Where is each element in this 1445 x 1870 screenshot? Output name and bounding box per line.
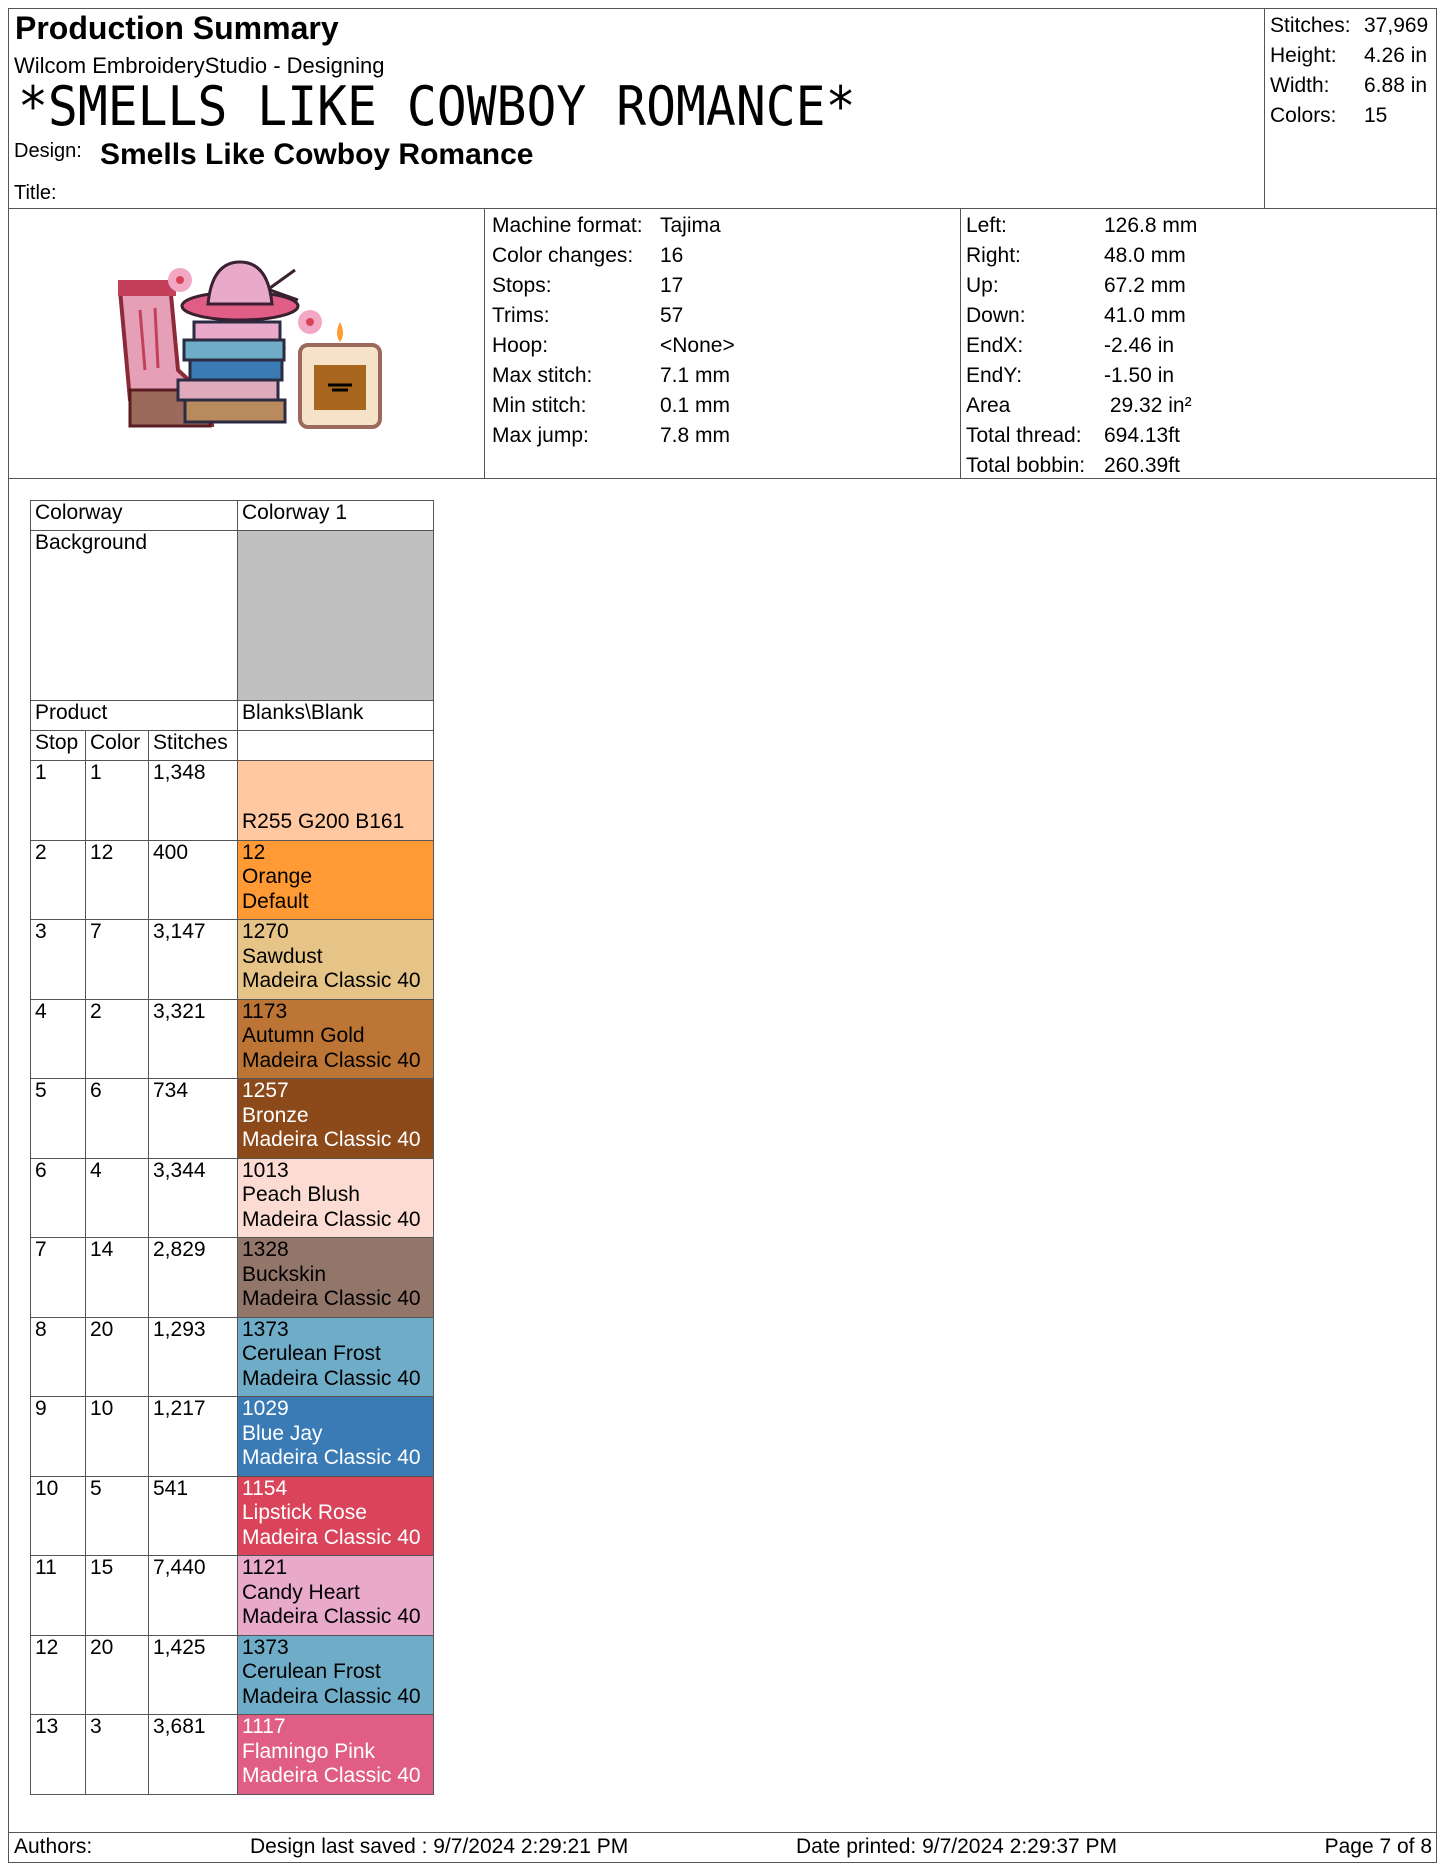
- thread-swatch: [238, 761, 434, 841]
- thread-stitches: 1,217: [149, 1397, 238, 1477]
- thread-swatch: [238, 920, 434, 1000]
- summary-label: Height:: [1270, 44, 1337, 67]
- thread-stitches: 7,440: [149, 1556, 238, 1636]
- thread-color: 1: [86, 761, 149, 841]
- background-row: [31, 531, 434, 701]
- machine-info-row: [492, 391, 735, 421]
- thread-row: [31, 1079, 434, 1159]
- thread-row: [31, 999, 434, 1079]
- thread-code: 1373: [242, 1317, 289, 1341]
- footer-printed: Date printed: 9/7/2024 2:29:37 PM: [796, 1835, 1118, 1858]
- thread-code: 1173: [242, 999, 288, 1023]
- thread-name: Lipstick Rose: [242, 1501, 367, 1524]
- thread-code: [242, 761, 433, 786]
- summary-row: [1270, 101, 1428, 131]
- thread-stop: 6: [31, 1158, 86, 1238]
- thread-stitches: 3,147: [149, 920, 238, 1000]
- thread-stop: 2: [31, 840, 86, 920]
- thread-stitches: 400: [149, 840, 238, 920]
- summary-label: Width:: [1270, 74, 1330, 97]
- thread-swatch: [238, 1476, 434, 1556]
- machine-info-row: [492, 421, 735, 451]
- design-banner: *SMELLS LIKE COWBOY ROMANCE*: [18, 75, 856, 138]
- machine-info-label: Machine format:: [492, 214, 643, 237]
- footer-divider: [8, 1832, 1437, 1833]
- machine-info-label: Stops:: [492, 274, 552, 297]
- dimension-label: EndY:: [966, 364, 1023, 387]
- thread-row: [31, 1635, 434, 1715]
- page-title: Production Summary: [15, 10, 339, 46]
- colorway-label: Colorway: [31, 501, 238, 531]
- thread-row: [31, 1317, 434, 1397]
- thread-name: Cerulean Frost: [242, 1342, 381, 1365]
- product-value: Blanks\Blank: [238, 701, 434, 731]
- thread-swatch: [238, 1079, 434, 1159]
- thread-stitches: 1,425: [149, 1635, 238, 1715]
- dimension-row: [966, 331, 1197, 361]
- thread-stop: 10: [31, 1476, 86, 1556]
- machine-info-row: [492, 361, 735, 391]
- thread-name: Bronze: [242, 1103, 309, 1127]
- thread-stop: 8: [31, 1317, 86, 1397]
- thread-name: Flamingo Pink: [242, 1739, 376, 1763]
- thread-brand: Madeira Classic 40: [242, 1446, 421, 1469]
- thread-stitches: 734: [149, 1079, 238, 1159]
- machine-info-value: Tajima: [660, 214, 721, 237]
- thread-row: [31, 920, 434, 1000]
- thread-brand: Madeira Classic 40: [242, 969, 421, 992]
- machine-info-label: Hoop:: [492, 334, 549, 357]
- background-swatch: [238, 531, 434, 701]
- dimension-row: [966, 241, 1197, 271]
- thread-code: 1013: [242, 1158, 289, 1182]
- colorway-header-row: [31, 501, 434, 531]
- thread-color: 12: [86, 840, 149, 920]
- thread-brand: Madeira Classic 40: [242, 1605, 421, 1628]
- dimension-row: [966, 421, 1197, 451]
- thread-code: 1121: [242, 1556, 288, 1579]
- thread-stop: 5: [31, 1079, 86, 1159]
- dimension-value: 260.39ft: [1104, 454, 1180, 477]
- machine-info-row: [492, 331, 735, 361]
- thread-stop: 9: [31, 1397, 86, 1477]
- preview-divider: [484, 208, 485, 478]
- thread-code: 1328: [242, 1238, 289, 1261]
- thread-stitches: 541: [149, 1476, 238, 1556]
- thread-stop: 13: [31, 1715, 86, 1795]
- machine-info-label: Trims:: [492, 304, 550, 327]
- summary-value: 4.26 in: [1364, 44, 1428, 67]
- dimension-label: Total thread:: [966, 424, 1082, 447]
- thread-code: 1257: [242, 1079, 289, 1102]
- dimension-value: 694.13ft: [1104, 424, 1180, 447]
- thread-brand: Madeira Classic 40: [242, 1764, 421, 1787]
- thread-name: Sawdust: [242, 944, 323, 968]
- thread-stitches: 1,293: [149, 1317, 238, 1397]
- colorway-table: [30, 500, 434, 1795]
- thread-name: Autumn Gold: [242, 1024, 365, 1047]
- summary-divider: [1264, 8, 1265, 208]
- column-header-row: [31, 731, 434, 761]
- thread-stitches: 3,321: [149, 999, 238, 1079]
- thread-swatch: [238, 1158, 434, 1238]
- summary-label: Stitches:: [1270, 14, 1351, 37]
- thread-name: Candy Heart: [242, 1580, 360, 1604]
- thread-color: 3: [86, 1715, 149, 1795]
- background-label: Background: [31, 531, 238, 701]
- summary-row: [1270, 71, 1428, 101]
- info-divider: [8, 478, 1437, 479]
- summary-value: 15: [1364, 104, 1388, 127]
- col-stop-header: Stop: [31, 731, 86, 761]
- summary-row: [1270, 41, 1428, 71]
- dimension-label: Up:: [966, 274, 999, 297]
- thread-row: [31, 1476, 434, 1556]
- machine-info-label: Min stitch:: [492, 394, 587, 417]
- thread-color: 20: [86, 1635, 149, 1715]
- dimension-row: [966, 391, 1197, 421]
- machine-info-label: Max jump:: [492, 424, 589, 447]
- thread-swatch: [238, 1556, 434, 1636]
- thread-code: 1270: [242, 920, 289, 943]
- thread-color: 20: [86, 1317, 149, 1397]
- thread-name: Cerulean Frost: [242, 1660, 381, 1683]
- thread-color: 6: [86, 1079, 149, 1159]
- machine-info-value: 7.1 mm: [660, 364, 731, 387]
- machine-info-row: [492, 211, 735, 241]
- cowboy-hat-icon: [182, 262, 298, 320]
- thread-stitches: 3,344: [149, 1158, 238, 1238]
- thread-stop: 4: [31, 999, 86, 1079]
- thread-brand: Madeira Classic 40: [242, 1128, 421, 1151]
- machine-info-label: Max stitch:: [492, 364, 593, 387]
- thread-row: [31, 1238, 434, 1318]
- thread-code: 1117: [242, 1715, 286, 1738]
- candle-icon: [300, 322, 380, 427]
- dimensions-divider: [960, 208, 961, 478]
- thread-name: [242, 786, 433, 811]
- machine-info-block: [492, 211, 735, 451]
- summary-value: 37,969: [1364, 14, 1429, 37]
- machine-info-value: <None>: [660, 334, 735, 357]
- machine-info-label: Color changes:: [492, 244, 634, 267]
- product-label: Product: [31, 701, 238, 731]
- dimension-row: [966, 271, 1197, 301]
- thread-row: [31, 761, 434, 841]
- thread-swatch: [238, 1397, 434, 1477]
- thread-swatch: [238, 999, 434, 1079]
- dimension-value: 41.0 mm: [1104, 304, 1186, 327]
- thread-brand: Default: [242, 889, 309, 913]
- design-name: Smells Like Cowboy Romance: [100, 138, 534, 171]
- dimension-value: -2.46 in: [1104, 334, 1175, 357]
- thread-code: 1154: [242, 1476, 288, 1500]
- product-row: [31, 701, 434, 731]
- book-stack-icon: [178, 322, 285, 422]
- col-stitches-header: Stitches: [149, 731, 238, 761]
- thread-brand: Madeira Classic 40: [242, 1684, 421, 1708]
- thread-color: 7: [86, 920, 149, 1000]
- thread-name: Orange: [242, 865, 313, 888]
- thread-color: 5: [86, 1476, 149, 1556]
- thread-color: 14: [86, 1238, 149, 1318]
- thread-row: [31, 1715, 434, 1795]
- thread-swatch: [238, 840, 434, 920]
- machine-info-row: [492, 241, 735, 271]
- thread-stop: 11: [31, 1556, 86, 1636]
- thread-name: Buckskin: [242, 1262, 327, 1286]
- dimension-value: 29.32 in²: [1104, 394, 1192, 417]
- thread-brand: R255 G200 B161: [242, 810, 405, 833]
- thread-swatch: [238, 1715, 434, 1795]
- thread-stop: 12: [31, 1635, 86, 1715]
- col-color-header: Color: [86, 731, 149, 761]
- summary-block: [1270, 11, 1428, 131]
- machine-info-value: 7.8 mm: [660, 424, 731, 447]
- thread-row: [31, 1397, 434, 1477]
- thread-code: 1029: [242, 1397, 289, 1420]
- design-preview-image: [100, 250, 400, 440]
- thread-color: 4: [86, 1158, 149, 1238]
- thread-stop: 1: [31, 761, 86, 841]
- machine-info-row: [492, 271, 735, 301]
- thread-row: [31, 1556, 434, 1636]
- thread-color: 10: [86, 1397, 149, 1477]
- thread-brand: Madeira Classic 40: [242, 1366, 421, 1390]
- thread-stop: 7: [31, 1238, 86, 1318]
- software-name: Wilcom EmbroideryStudio - Designing: [14, 53, 385, 78]
- thread-row: [31, 840, 434, 920]
- summary-value: 6.88 in: [1364, 74, 1428, 97]
- colorway-value: Colorway 1: [238, 501, 434, 531]
- thread-row: [31, 1158, 434, 1238]
- thread-stop: 3: [31, 920, 86, 1000]
- machine-info-value: 0.1 mm: [660, 394, 731, 417]
- thread-brand: Madeira Classic 40: [242, 1048, 421, 1072]
- thread-brand: Madeira Classic 40: [242, 1287, 421, 1310]
- dimension-label: Left:: [966, 214, 1007, 237]
- thread-color: 2: [86, 999, 149, 1079]
- summary-label: Colors:: [1270, 104, 1337, 127]
- dimension-value: 126.8 mm: [1104, 214, 1198, 237]
- dimension-label: Right:: [966, 244, 1021, 267]
- summary-row: [1270, 11, 1428, 41]
- machine-info-value: 16: [660, 244, 684, 267]
- design-label: Design:: [14, 140, 82, 162]
- dimensions-block: [966, 211, 1197, 481]
- machine-info-value: 17: [660, 274, 684, 297]
- footer-authors: Authors:: [14, 1835, 93, 1858]
- machine-info-value: 57: [660, 304, 684, 327]
- thread-color: 15: [86, 1556, 149, 1636]
- col-thread-header: [238, 731, 434, 761]
- thread-code: 1373: [242, 1635, 289, 1659]
- thread-stitches: 3,681: [149, 1715, 238, 1795]
- dimension-label: Down:: [966, 304, 1026, 327]
- dimension-value: -1.50 in: [1104, 364, 1175, 387]
- dimension-label: Area: [966, 394, 1011, 417]
- thread-name: Peach Blush: [242, 1183, 360, 1206]
- thread-swatch: [238, 1317, 434, 1397]
- dimension-row: [966, 451, 1197, 481]
- dimension-value: 48.0 mm: [1104, 244, 1186, 267]
- dimension-row: [966, 301, 1197, 331]
- thread-brand: Madeira Classic 40: [242, 1207, 421, 1231]
- dimension-label: Total bobbin:: [966, 454, 1086, 477]
- machine-info-row: [492, 301, 735, 331]
- footer-last-saved: Design last saved : 9/7/2024 2:29:21 PM: [250, 1835, 629, 1858]
- dimension-row: [966, 361, 1197, 391]
- dimension-row: [966, 211, 1197, 241]
- header-divider: [8, 208, 1437, 209]
- thread-code: 12: [242, 840, 266, 864]
- thread-stitches: 2,829: [149, 1238, 238, 1318]
- thread-stitches: 1,348: [149, 761, 238, 841]
- thread-name: Blue Jay: [242, 1421, 323, 1445]
- footer-page-number: Page 7 of 8: [1324, 1835, 1432, 1858]
- title-label: Title:: [14, 182, 57, 204]
- thread-swatch: [238, 1238, 434, 1318]
- dimension-label: EndX:: [966, 334, 1024, 357]
- dimension-value: 67.2 mm: [1104, 274, 1186, 297]
- thread-swatch: [238, 1635, 434, 1715]
- thread-brand: Madeira Classic 40: [242, 1525, 421, 1549]
